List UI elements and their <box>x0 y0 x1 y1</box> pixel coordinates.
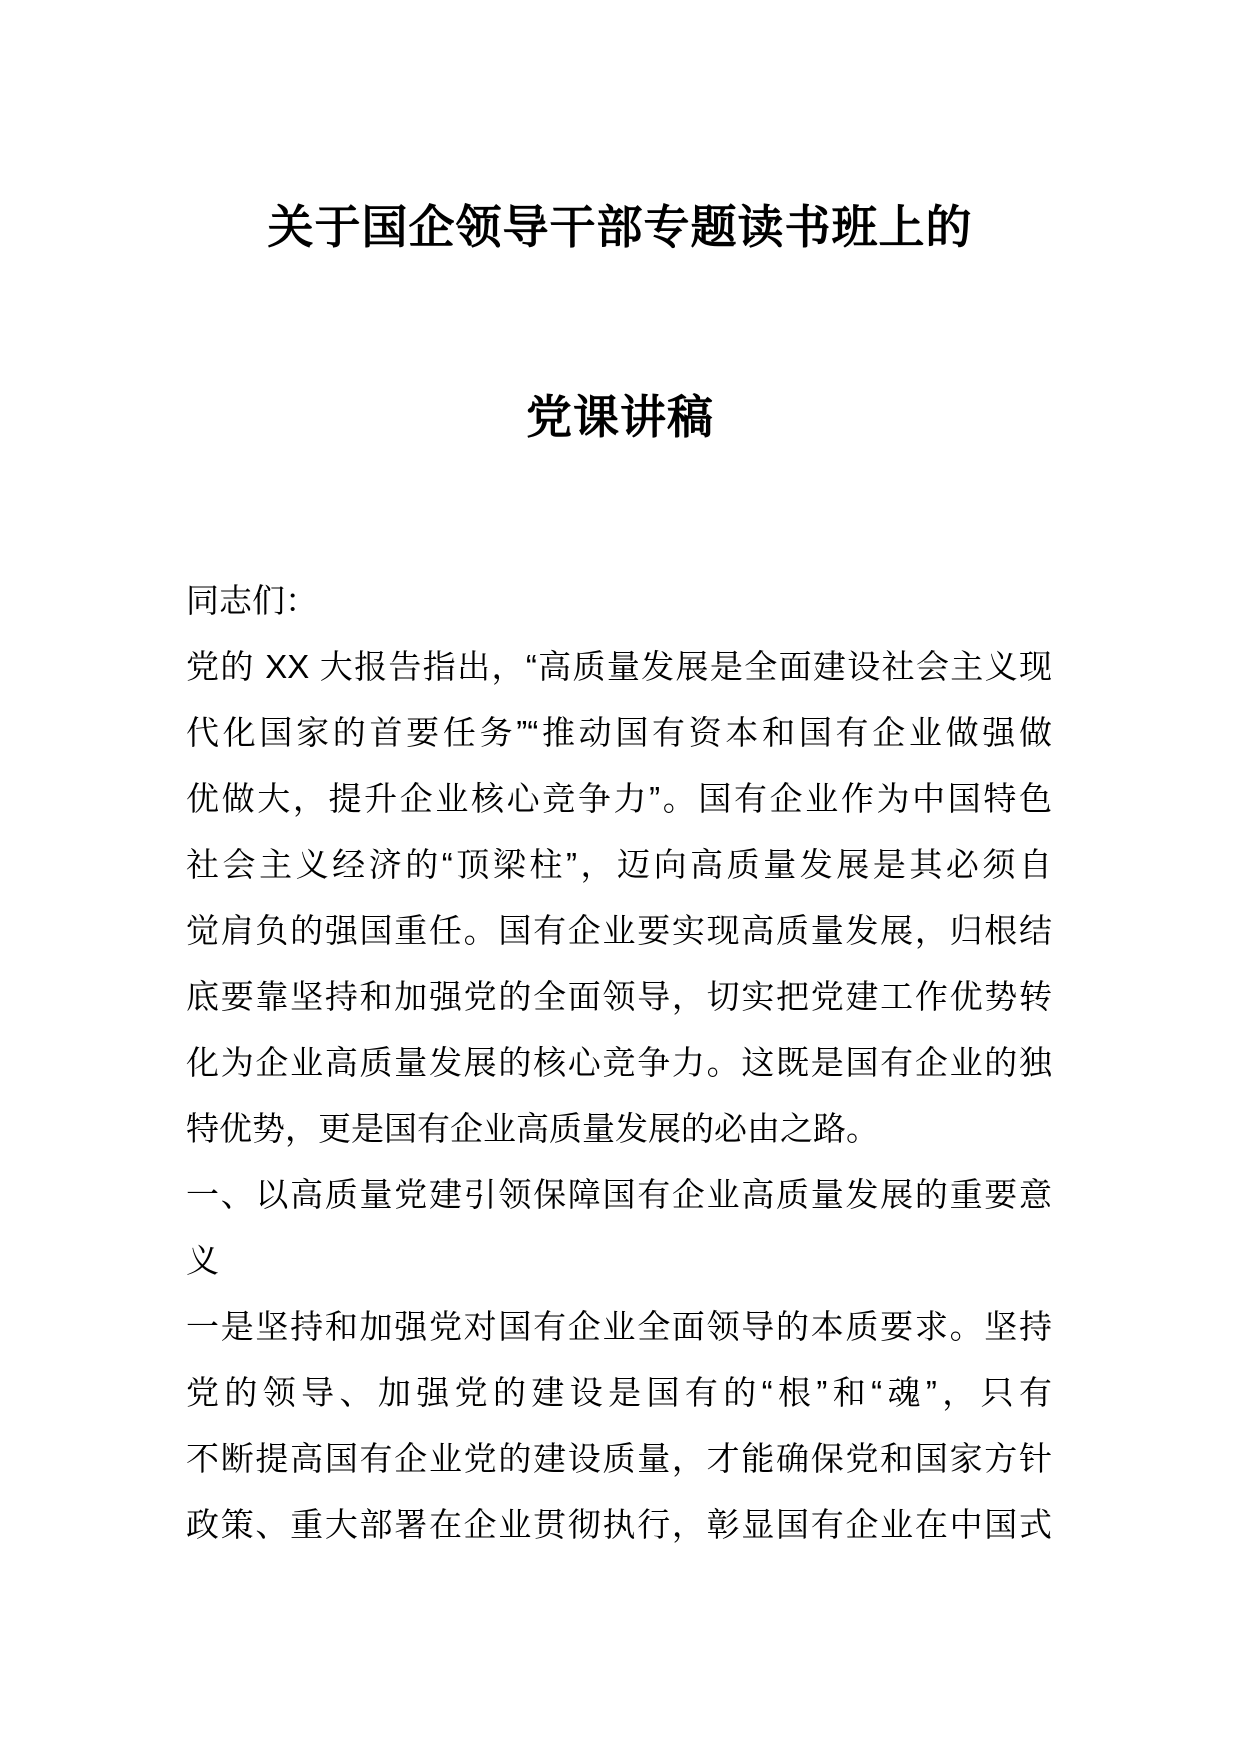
body-line: 一是坚持和加强党对国有企业全面领导的本质要求。坚持 <box>186 1308 1052 1345</box>
body-line: 一、以高质量党建引领保障国有企业高质量发展的重要意 <box>186 1176 1052 1213</box>
body-line: 底要靠坚持和加强党的全面领导，切实把党建工作优势转 <box>186 978 1052 1015</box>
body-line: 特优势，更是国有企业高质量发展的必由之路。 <box>186 1110 879 1147</box>
body-line: 觉肩负的强国重任。国有企业要实现高质量发展，归根结 <box>186 912 1052 949</box>
body-line: 化为企业高质量发展的核心竞争力。这既是国有企业的独 <box>186 1044 1052 1081</box>
body-line: 代化国家的首要任务”“推动国有资本和国有企业做强做 <box>186 714 1052 751</box>
body-line: 优做大，提升企业核心竞争力”。国有企业作为中国特色 <box>186 780 1052 817</box>
body-line: 党的领导、加强党的建设是国有的“根”和“魂”，只有 <box>186 1374 1052 1411</box>
body-line: 社会主义经济的“顶梁柱”，迈向高质量发展是其必须自 <box>186 846 1052 883</box>
body-line: 政策、重大部署在企业贯彻执行，彰显国有企业在中国式 <box>186 1506 1052 1543</box>
body-line: 党的 XX 大报告指出，“高质量发展是全面建设社会主义现 <box>186 648 1052 685</box>
document-title-line-1: 关于国企领导干部专题读书班上的 <box>267 201 973 253</box>
document-title-line-2: 党课讲稿 <box>526 391 714 443</box>
body-line: 不断提高国有企业党的建设质量，才能确保党和国家方针 <box>186 1440 1052 1477</box>
body-line: 同志们： <box>186 582 318 619</box>
document-body <box>186 568 1052 1558</box>
body-line: 义 <box>186 1242 219 1279</box>
